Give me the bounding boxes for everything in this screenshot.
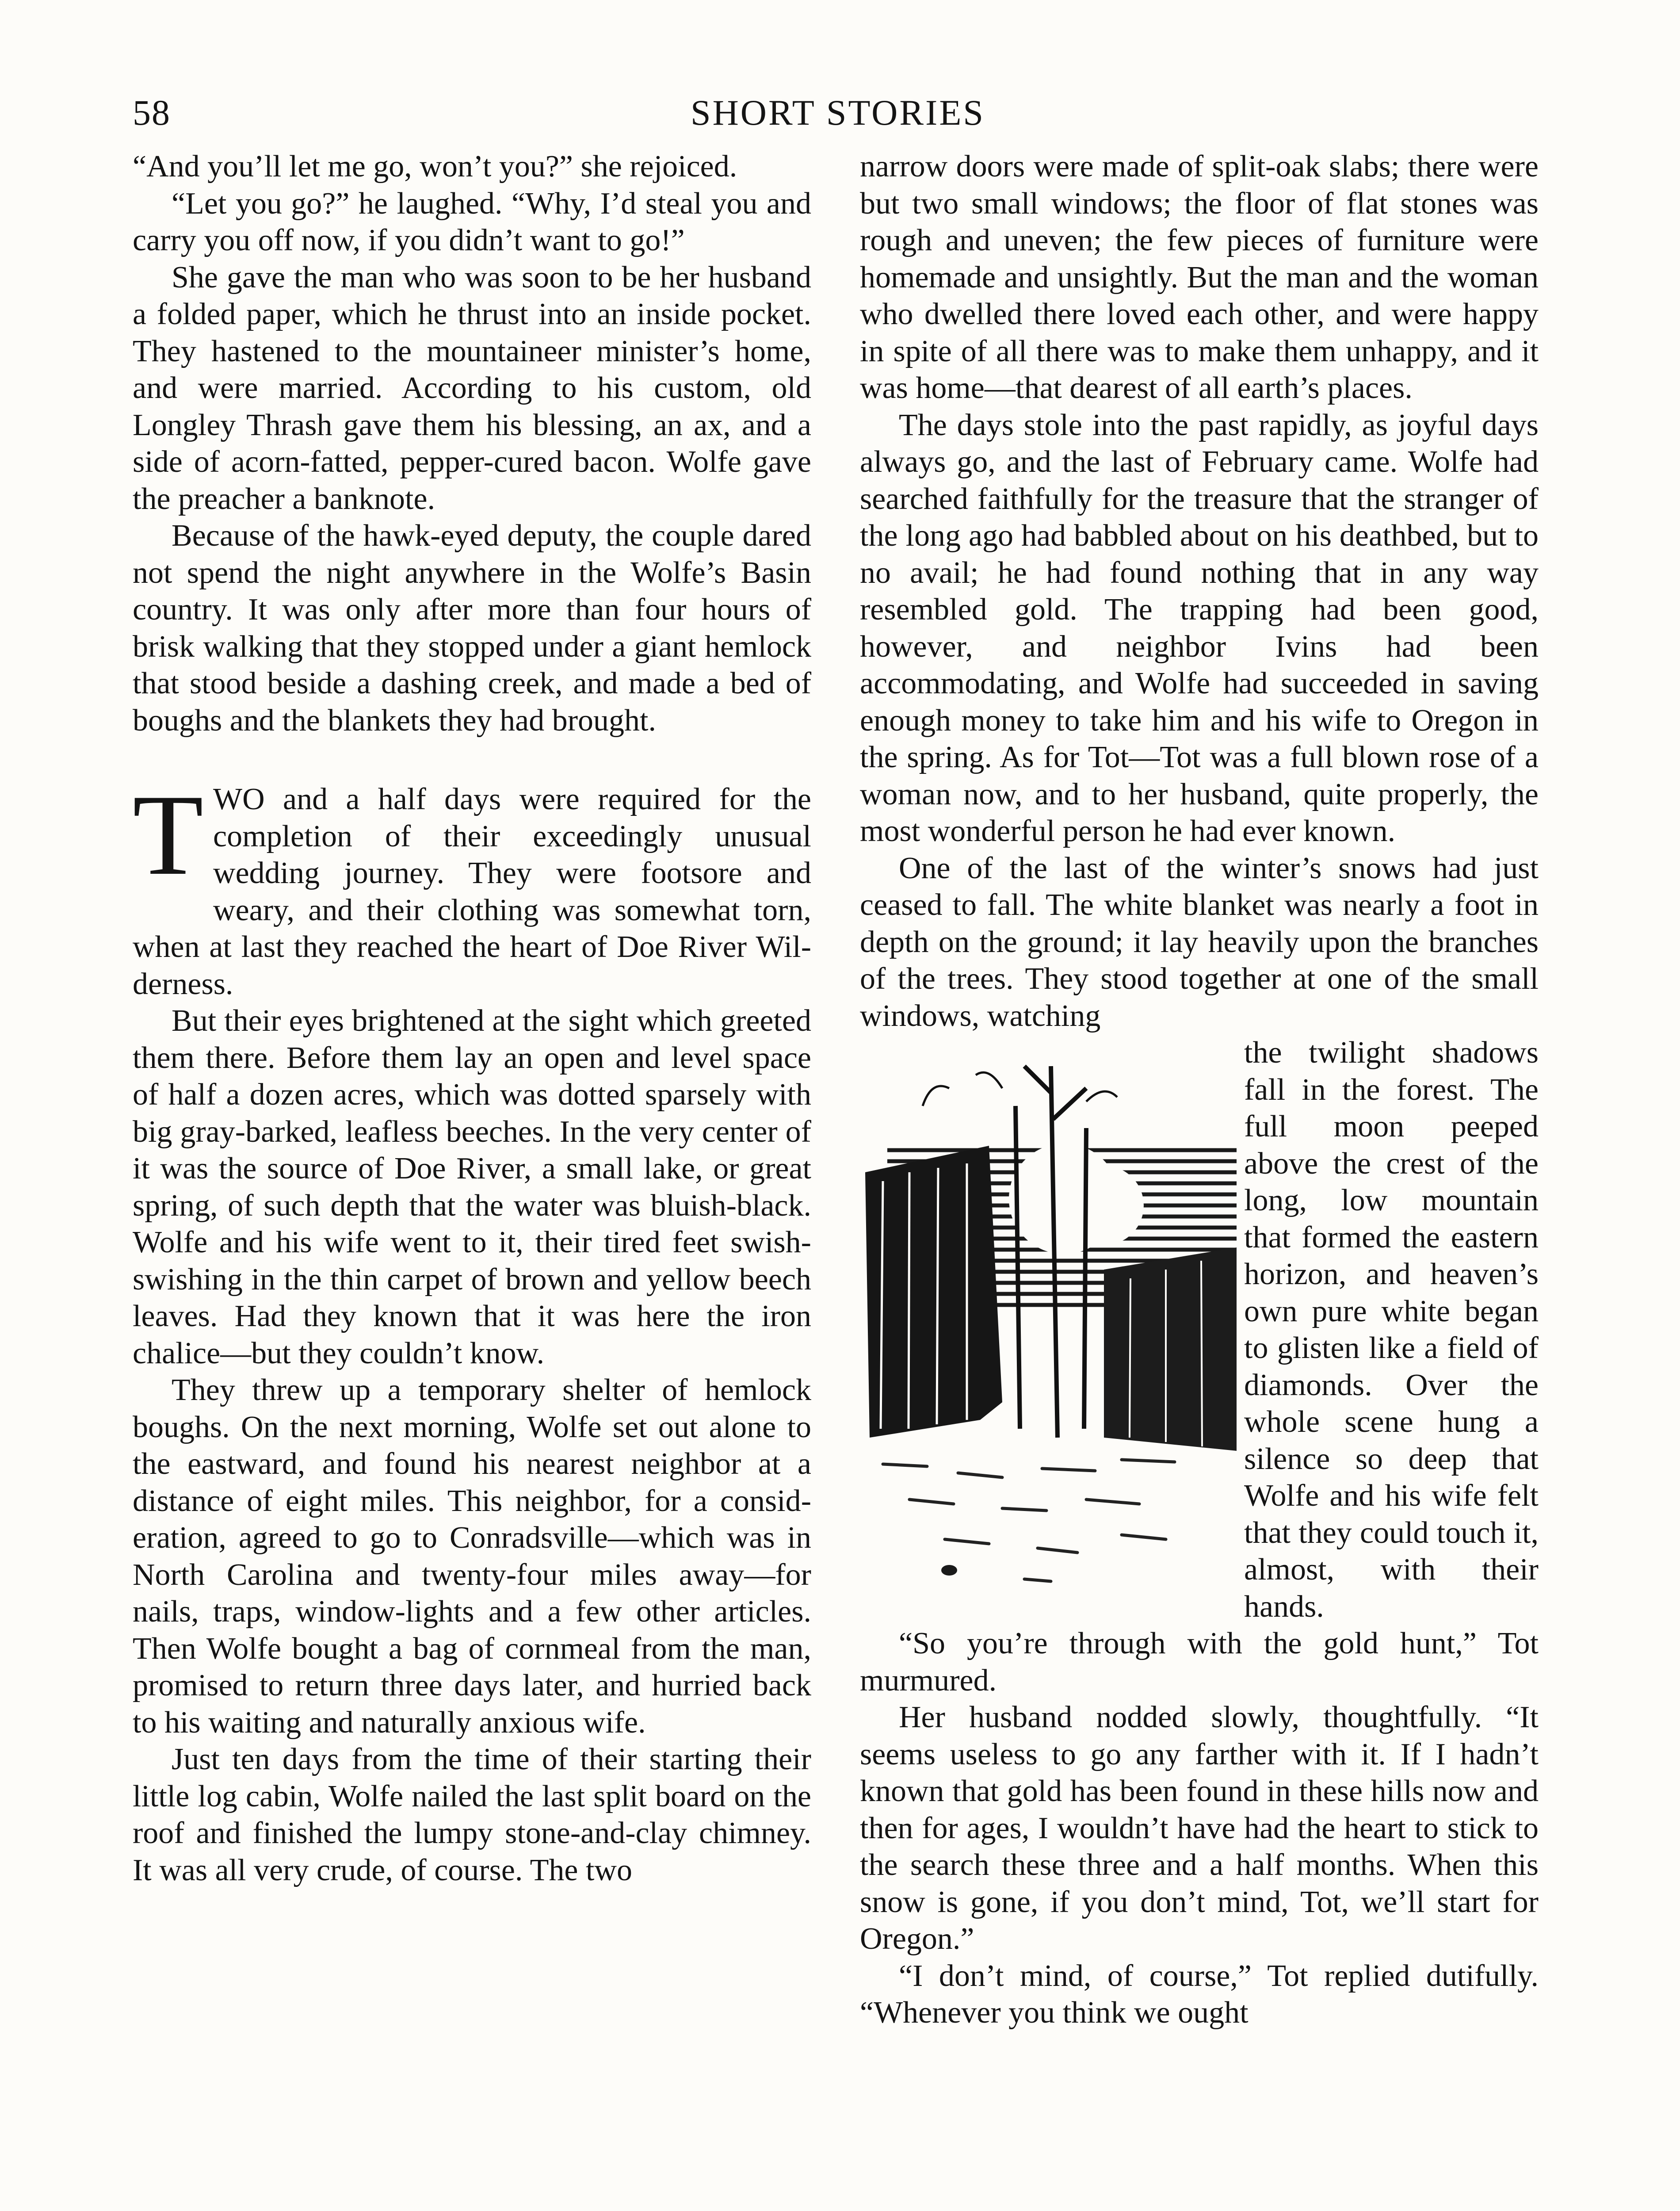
running-title: SHORT STORIES — [690, 92, 985, 133]
page-number: 58 — [133, 92, 171, 133]
paragraph: the twilight shadows fall in the forest. The full moon peeped above the crest of the long, low mountain that formed the eastern horizon, and heaven’s own pure white began to glisten like a field of diamonds. Over the whole scene hung a silence so deep that Wolfe and his wife felt that they could touch it, almost, with their hands. — [1244, 1036, 1539, 1624]
paragraph: One of the last of the winter’s snows had just ceased to fall. The white blanket was nearly a foot in depth on the ground; it lay heavily upon the branches of the trees. They stood together at one of the small windows, watching — [860, 851, 1539, 1033]
page-header — [133, 92, 1543, 145]
paragraph: Just ten days from the time of their starting their little log cabin, Wolfe nailed the last split board on the roof and finished the lumpy stone-and-clay chimney. It was all very crude, of course. The two — [133, 1742, 811, 1887]
left-column — [133, 148, 811, 1889]
paragraph: They threw up a temporary shelter of hemlock boughs. On the next morning, Wolfe set out alone to the eastward, and found his nearest neighbor at a distance of eight miles. This neighbor, for a consideration, agreed to go to Conradsville—which was in North Carolina and twenty-four miles away—for nails, traps, window-lights and a few other articles. Then Wolfe bought a bag of cornmeal from the man, promised to return three days later, and hurried back to his waiting and naturally anxious wife. — [133, 1373, 811, 1740]
right-column — [860, 148, 1539, 2031]
paragraph: Because of the hawk-eyed deputy, the couple dared not spend the night anywhere in the Wolfe’s Basin country. It was only after more than four hours of brisk walking that they stopped under a giant hemlock that stood beside a dashing creek, and made a bed of boughs and the blankets they had brought. — [133, 519, 811, 738]
section-opening-paragraph — [133, 771, 811, 1002]
paragraph: “Let you go?” he laughed. “Why, I’d steal you and carry you off now, if you didn’t want to go!” — [133, 186, 811, 257]
moonlit-forest-illustration — [856, 1040, 1239, 1601]
paragraph: “And you’ll let me go, won’t you?” she rejoiced. — [133, 149, 737, 184]
drop-cap: T — [133, 771, 204, 899]
section-opening-text: WO and a half days were required for the completion of their exceedingly unusual wedding journey. They were footsore and weary, and their clothing was somewhat torn, when at last they reached the heart of Doe River Wilderness. — [133, 782, 811, 1001]
paragraph: The days stole into the past rapidly, as joyful days always go, and the last of February came. Wolfe had searched faithfully for the treasure that the stranger of the long ago had babbled about on his deathbed, but to no avail; he had found nothing that in any way resembled gold. The trapping had been good, however, and neighbor Ivins had been accommodating, and Wolfe had succeeded in saving enough money to take him and his wife to Oregon in the spring. As for Tot—Tot was a full blown rose of a woman now, and to her husband, quite properly, the most wonderful person he had ever known. — [860, 408, 1539, 848]
paragraph: Her husband nodded slowly, thoughtfully. “It seems useless to go any farther with it. If I hadn’t known that gold has been found in these hills now and then for ages, I wouldn’t have had the heart to stick to the search these three and a half months. When this snow is gone, if you don’t mind, Tot, we’ll start for Oregon.” — [860, 1700, 1539, 1956]
paragraph: “I don’t mind, of course,” Tot replied dutifully. “Whenever you think we ought — [860, 1959, 1539, 2030]
paragraph: But their eyes brightened at the sight which greeted them there. Before them lay an open and level space of half a dozen acres, which was dotted sparsely with big gray-barked, leafless beeches. In the very center of it was the source of Doe River, a small lake, or great spring, of such depth that the water was bluish-black. Wolfe and his wife went to it, their tired feet swish-swishing in the thin carpet of brown and yellow beech leaves. Had they known that it was here the iron chalice—but they couldn’t know. — [133, 1004, 811, 1370]
paragraph: She gave the man who was soon to be her husband a folded paper, which he thrust into an inside pocket. They hastened to the mountaineer minister’s home, and were married. According to his custom, old Longley Thrash gave them his blessing, an ax, and a side of acorn-fatted, pepper-cured bacon. Wolfe gave the preacher a banknote. — [133, 260, 811, 516]
paragraph: “So you’re through with the gold hunt,” Tot murmured. — [860, 1626, 1539, 1698]
paragraph: narrow doors were made of split-oak slabs; there were but two small windows; the floor of flat stones was rough and uneven; the few pieces of furniture were homemade and unsightly. But the man and the woman who dwelled there loved each other, and were happy in spite of all there was to make them unhappy, and it was home—that dearest of all earth’s places. — [860, 149, 1539, 405]
